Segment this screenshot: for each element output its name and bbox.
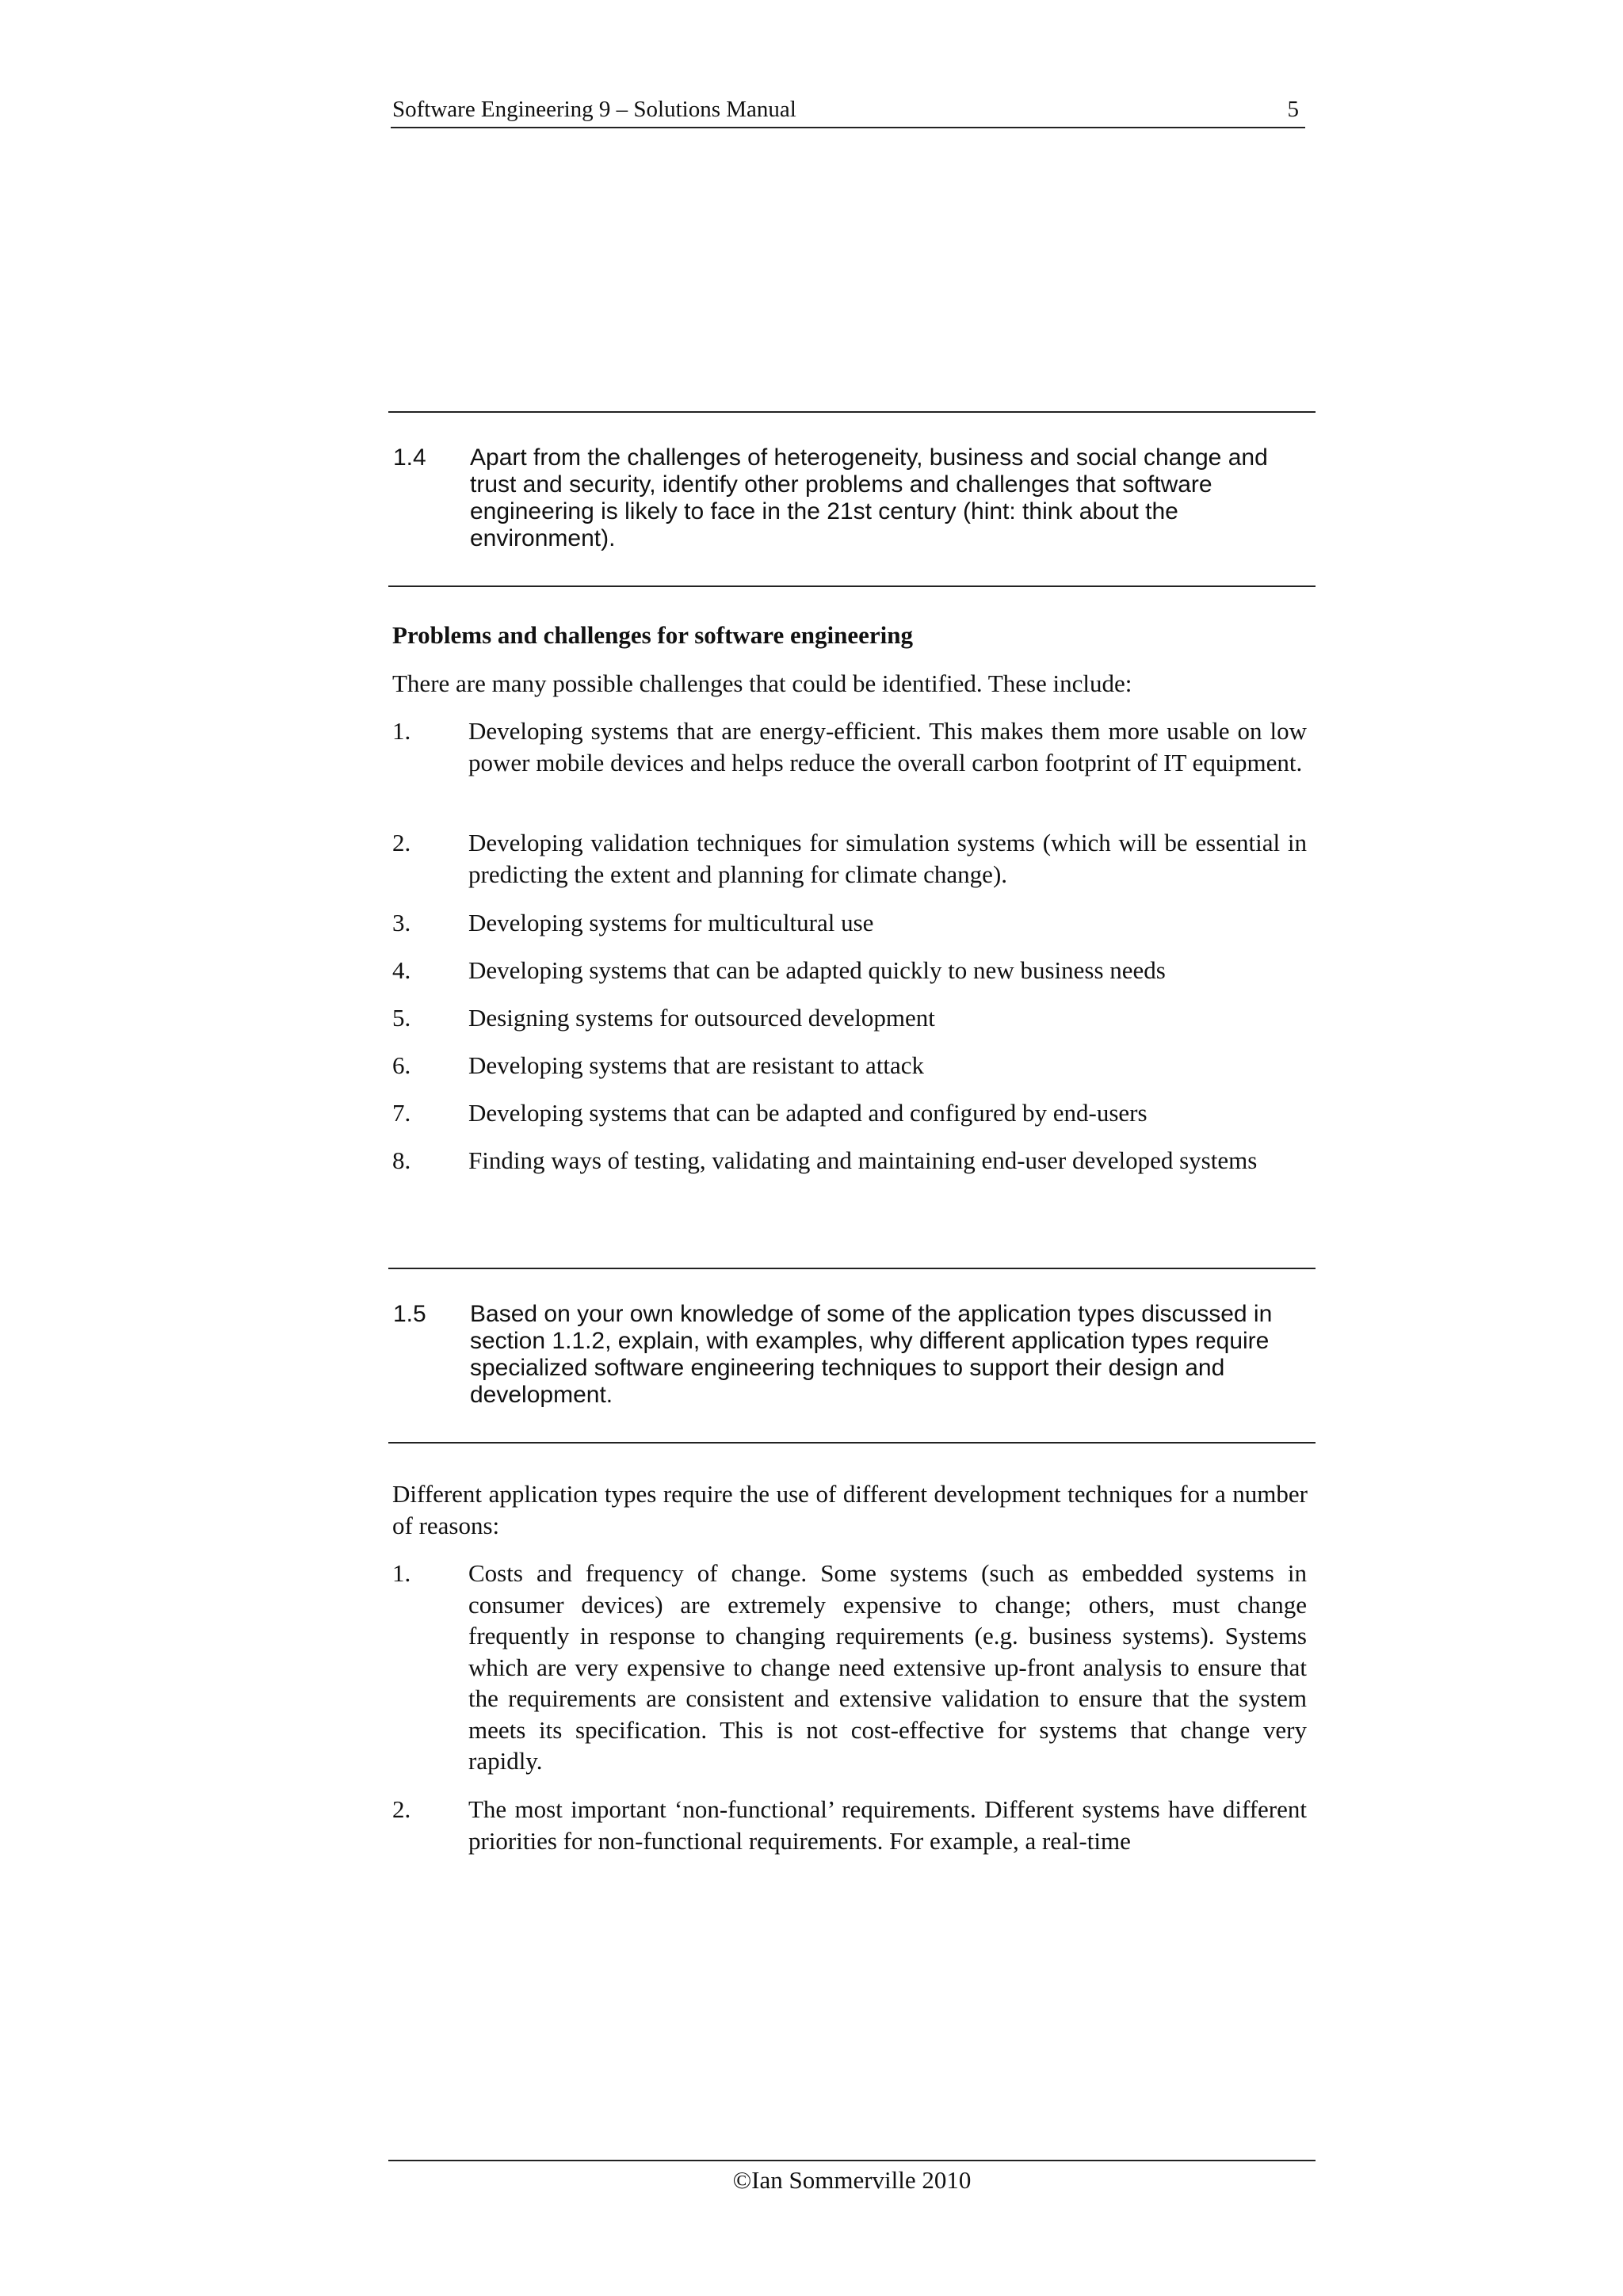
list-item-text: Designing systems for outsourced development [468,1004,935,1032]
intro-paragraph: Different application types require the use of different development techniques for a number of reasons: [392,1480,1308,1539]
section-heading: Problems and challenges for software engineering [392,621,913,649]
list-item-number: 1. [392,717,411,745]
page-number: 5 [1287,97,1299,122]
list-item-number: 3. [392,909,411,936]
list-item-number: 5. [392,1004,411,1032]
list-item-text: Developing systems that are resistant to attack [468,1051,925,1079]
question-1-5-box [388,1268,1316,1444]
question-number: 1.5 [393,1301,426,1327]
running-header [391,93,1305,128]
list-item-text: Developing systems that can be adapted quickly to new business needs [468,956,1166,984]
list-item-number: 6. [392,1051,411,1079]
list-item-number: 8. [392,1146,411,1174]
running-header-title: Software Engineering 9 – Solutions Manual [392,97,796,122]
footer-rule [388,2160,1316,2161]
list-item-text: Developing systems for multicultural use [468,909,874,936]
list-item-text: Developing systems that can be adapted and configured by end-users [468,1099,1148,1127]
list-item-number: 4. [392,956,411,984]
footer-copyright: ©Ian Sommerville 2010 [732,2166,972,2194]
list-item-number: 2. [392,829,411,856]
list-item-number: 1. [392,1559,411,1587]
list-item-text: Finding ways of testing, validating and maintaining end-user developed systems [468,1146,1258,1174]
list-item-text: Developing validation techniques for simulation systems (which will be essential in predicting the extent and planning for climate change). [468,829,1307,888]
list-item-number: 7. [392,1099,411,1127]
question-text: Apart from the challenges of heterogeneity, business and social change and trust and security, identify other problems and challenges that software engineering is likely to face in the 21st century (hint: think about the environment). [470,444,1268,551]
intro-paragraph: There are many possible challenges that could be identified. These include: [392,669,1132,697]
question-1-4-box [388,411,1316,587]
list-item-text: Developing systems that are energy-efficient. This makes them more usable on low power mobile devices and helps reduce the overall carbon footprint of IT equipment. [468,717,1307,776]
question-number: 1.4 [393,444,426,471]
list-item-text: The most important ‘non-functional’ requirements. Different systems have different priorities for non-functional requirements. For example, a real-time [468,1795,1307,1855]
list-item-text: Costs and frequency of change. Some systems (such as embedded systems in consumer devices) are extremely expensive to change; others, must change frequently in response to changing requirements (e.g. business systems). Systems which are very expensive to change need extensive up-front analysis to ensure that the requirements are consistent and extensive validation to ensure that the system meets its specification. This is not cost-effective for systems that change very rapidly. [468,1559,1307,1775]
question-text: Based on your own knowledge of some of the application types discussed in section 1.1.2, explain, with examples, why different application types require specialized software engineering techniques to support their design and development. [470,1301,1273,1408]
list-item-number: 2. [392,1795,411,1823]
